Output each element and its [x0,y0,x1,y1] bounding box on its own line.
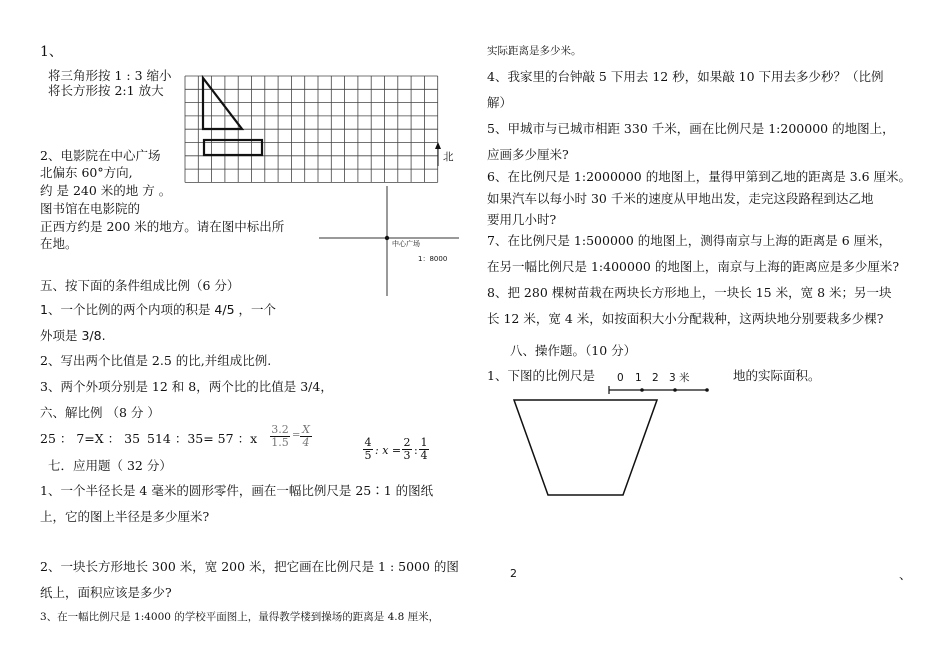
section-7-title: 七．应用题（ 32 分） [48,458,172,473]
scale-tick-3: 3 米 [669,372,690,384]
section-7-q3-line-1: 3、在一幅比例尺是 1:4000 的学校平面图上，量得教学楼到操场的距离是 4.8 厘米， [40,611,440,623]
equation-4-c-denominator: 4 [420,448,428,462]
section-6-title: 六、解比例 （8 分 ） [40,405,160,420]
question-8-line-1: 8、把 280 棵树苗栽在两块长方形地上，一块长 15 米，宽 8 米；另一块 [487,285,892,300]
question-7-line-2: 在另一幅比例尺是 1:400000 的地图上，南京与上海的距离应是多少厘米? [487,259,900,274]
scale-tick-2: 2 [652,372,659,384]
equation-3-equals: = [292,430,301,441]
equation-1: 25 ： 7=X ： 35 [40,431,141,446]
question-6-line-1: 6、在比例尺是 1:2000000 的地图上，量得甲第到乙地的距离是 3.6 厘米。 [487,169,912,184]
equation-2: 514 ：35= 57 ：x [147,431,258,446]
section-8-title: 八、操作题。（10 分） [510,343,637,358]
trapezoid-shape [514,400,657,495]
page-number: 2 [510,567,517,580]
question-4-line-2: 解） [487,95,513,110]
question-7-line-1: 7、在比例尺是 1:500000 的地图上，测得南京与上海的距离是 6 厘米， [487,233,892,248]
question-6-line-2: 如果汽车以每小时 30 千米的速度从甲地出发，走完这段路程到达乙地 [487,191,874,206]
question-5-line-2: 应画多少厘米? [487,147,569,162]
question-1-line-1: 将三角形按 1 : 3 缩小 [48,68,172,83]
equation-4-b-denominator: 3 [403,448,411,462]
question-1-number: 1、 [40,44,63,60]
question-6-line-3: 要用几小时? [487,212,557,227]
map-scale-label: 1：8000 [418,255,448,263]
equation-3-left-numerator: 3.2 [271,423,289,436]
section-5-q3: 3、两个外项分别是 12 和 8，两个比的比值是 3/4， [40,379,333,394]
section-7-q1-line-2: 上，它的图上半径是多少厘米? [40,509,210,524]
question-2-line-4: 图书馆在电影院的 [40,201,141,216]
question-3-continuation: 实际距离是多少米。 [487,45,582,57]
equation-4-a-numerator: 4 [364,436,372,449]
question-8-line-2: 长 12 米，宽 4 米，如按面积大小分配栽种，这两块地分别要栽多少棵? [487,311,884,326]
equation-4-operator-1: : x = [375,444,402,457]
equation-4-b-numerator: 2 [403,436,411,449]
question-4-line-1: 4、我家里的台钟敲 5 下用去 12 秒，如果敲 10 下用去多少秒？（比例 [487,69,884,84]
equation-4-c-numerator: 1 [420,436,428,449]
equation-4-a-denominator: 5 [364,448,372,462]
section-5-title: 五、按下面的条件组成比例（6 分） [40,278,240,293]
section-5-q2: 2、写出两个比值是 2.5 的比,并组成比例. [40,353,272,368]
section-7-q1-line-1: 1、一个半径长是 4 毫米的圆形零件，画在一幅比例尺是 25∶1 的图纸 [40,483,434,498]
equation-3-right-numerator: X [302,423,310,436]
question-2-line-1: 2、电影院在中心广场 [40,148,161,163]
equation-3-left-denominator: 1.5 [271,435,289,449]
scale-tick-1: 1 [635,372,642,384]
section-7-q2-line-2: 纸上，面积应该是多少? [40,585,172,600]
section-7-q2-line-1: 2、一块长方形地长 300 米，宽 200 米，把它画在比例尺是 1 : 5000 的图 [40,559,459,574]
north-label: 北 [443,151,454,163]
question-1-line-2: 将长方形按 2:1 放大 [48,83,164,98]
section-5-q1-line-2: 外项是 3/8. [40,328,106,343]
question-5-line-1: 5、甲城市与已城市相距 330 千米，画在比例尺是 1:200000 的地图上， [487,121,895,136]
corner-mark: 、 [899,567,912,582]
question-2-line-3: 约 是 240 米的地 方 。 [40,183,172,198]
scale-tick-0: 0 [617,372,624,384]
section-8-q1-end: 地的实际面积。 [733,368,821,383]
center-square-label: 中心广场 [392,240,420,248]
equation-3-right-denominator: 4 [300,436,312,449]
section-5-q1-line-1: 1、一个比例的两个内项的积是 4/5 ，一个 [40,302,277,317]
question-2-line-6: 在地。 [40,236,78,251]
question-2-line-2: 北偏东 60°方向, [40,165,133,180]
section-8-q1-start: 1、下图的比例尺是 [487,368,595,383]
question-2-line-5: 正西方约是 200 米的地方。请在图中标出所 [40,219,285,234]
equation-4-operator-2: : [414,444,418,457]
